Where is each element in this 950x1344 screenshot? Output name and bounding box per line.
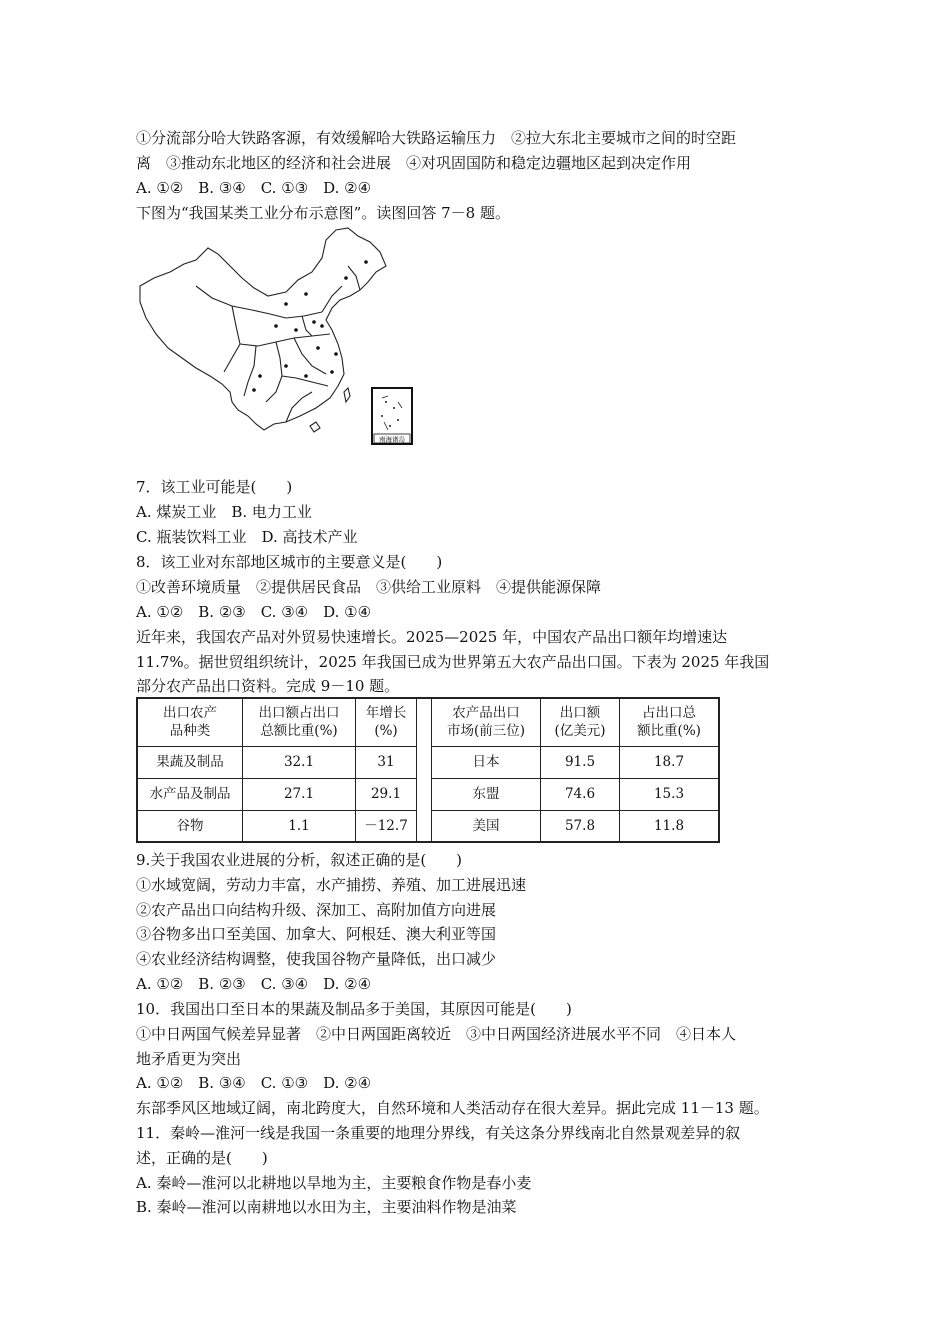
cell-market-share: 15.3: [620, 778, 720, 810]
header-product-type: 出口农产 品种类: [137, 698, 243, 746]
cell-market: 东盟: [432, 778, 541, 810]
header-export-value: 出口额 (亿美元): [541, 698, 620, 746]
china-outline: [140, 228, 386, 430]
inset-label: 南海诸岛: [379, 435, 405, 444]
q9-10-intro-line3: 部分农产品出口资料。完成 9－10 题。: [136, 677, 400, 695]
q9-statement-4: ④农业经济结构调整，使我国谷物产量降低，出口减少: [136, 950, 497, 968]
cell-share: 1.1: [243, 810, 356, 842]
q6-options-line2: 离 ③推动东北地区的经济和社会进展 ④对巩固国防和稳定边疆地区起到决定作用: [136, 154, 692, 172]
cell-share: 27.1: [243, 778, 356, 810]
cell-growth: 31: [356, 746, 417, 778]
industry-dots: [252, 260, 368, 392]
q11-option-b: B. 秦岭—淮河以南耕地以水田为主，主要油料作物是油菜: [136, 1198, 517, 1216]
agri-export-table: [136, 697, 720, 843]
q10-statements-line2: 地矛盾更为突出: [136, 1050, 242, 1068]
q9-stem: 9.关于我国农业进展的分析，叙述正确的是( ): [136, 851, 463, 869]
q8-stem: 8．该工业对东部地区城市的主要意义是( ): [136, 553, 443, 571]
south-china-sea-inset: [372, 388, 412, 444]
cell-value: 57.8: [541, 810, 620, 842]
cell-value: 91.5: [541, 746, 620, 778]
taiwan-island: [344, 388, 350, 402]
cell-market: 日本: [432, 746, 541, 778]
q9-10-intro-line1: 近年来，我国农产品对外贸易快速增长。2025—2025 年，中国农产品出口额年均增速达: [136, 628, 728, 646]
cell-market-share: 18.7: [620, 746, 720, 778]
cell-market-share: 11.8: [620, 810, 720, 842]
q7-options-ab: A. 煤炭工业 B. 电力工业: [136, 503, 312, 521]
cell-growth: 29.1: [356, 778, 417, 810]
table-divider: [417, 698, 432, 842]
cell-growth: －12.7: [356, 810, 417, 842]
q6-options-line1: ①分流部分哈大铁路客源，有效缓解哈大铁路运输压力 ②拉大东北主要城市之间的时空距: [136, 129, 737, 147]
china-industry-map: [136, 226, 418, 448]
cell-product: 水产品及制品: [137, 778, 243, 810]
q8-statements: ①改善环境质量 ②提供居民食品 ③供给工业原料 ④提供能源保障: [136, 578, 602, 596]
q10-statements-line1: ①中日两国气候差异显著 ②中日两国距离较近 ③中日两国经济进展水平不同 ④日本人: [136, 1025, 737, 1043]
q6-answers: A. ①② B. ③④ C. ①③ D. ②④: [136, 179, 372, 197]
header-annual-growth: 年增长 (%): [356, 698, 417, 746]
cell-share: 32.1: [243, 746, 356, 778]
q9-statement-3: ③谷物多出口至美国、加拿大、阿根廷、澳大利亚等国: [136, 925, 497, 943]
header-export-market: 农产品出口 市场(前三位): [432, 698, 541, 746]
q11-stem-line2: 述，正确的是( ): [136, 1149, 268, 1167]
cell-market: 美国: [432, 810, 541, 842]
q10-stem: 10．我国出口至日本的果蔬及制品多于美国，其原因可能是( ): [136, 1000, 572, 1018]
cell-product: 果蔬及制品: [137, 746, 243, 778]
q9-statement-2: ②农产品出口向结构升级、深加工、高附加值方向进展: [136, 901, 497, 919]
q11-13-intro: 东部季风区地域辽阔，南北跨度大，自然环境和人类活动存在很大差异。据此完成 11－13 题。: [136, 1099, 769, 1117]
q7-options-cd: C. 瓶装饮料工业 D. 高技术产业: [136, 528, 358, 546]
q8-answers: A. ①② B. ②③ C. ③④ D. ①④: [136, 603, 372, 621]
q11-stem-line1: 11．秦岭—淮河一线是我国一条重要的地理分界线，有关这条分界线南北自然景观差异的叙: [136, 1124, 741, 1142]
q7-8-intro: 下图为“我国某类工业分布示意图”。读图回答 7－8 题。: [136, 204, 510, 222]
q9-10-intro-line2: 11.7%。据世贸组织统计，2025 年我国已成为世界第五大农产品出口国。下表为 2025 年我国: [136, 653, 770, 671]
cell-value: 74.6: [541, 778, 620, 810]
q7-stem: 7．该工业可能是( ): [136, 478, 293, 496]
header-market-share: 占出口总 额比重(%): [620, 698, 720, 746]
hainan-island: [310, 422, 320, 432]
q10-answers: A. ①② B. ③④ C. ①③ D. ②④: [136, 1074, 372, 1092]
cell-product: 谷物: [137, 810, 243, 842]
header-export-share: 出口额占出口 总额比重(%): [243, 698, 356, 746]
q9-answers: A. ①② B. ②③ C. ③④ D. ②④: [136, 975, 372, 993]
table-header-row: [137, 698, 719, 746]
q11-option-a: A. 秦岭—淮河以北耕地以旱地为主，主要粮食作物是春小麦: [136, 1174, 532, 1192]
q9-statement-1: ①水域宽阔，劳动力丰富，水产捕捞、养殖、加工进展迅速: [136, 876, 527, 894]
